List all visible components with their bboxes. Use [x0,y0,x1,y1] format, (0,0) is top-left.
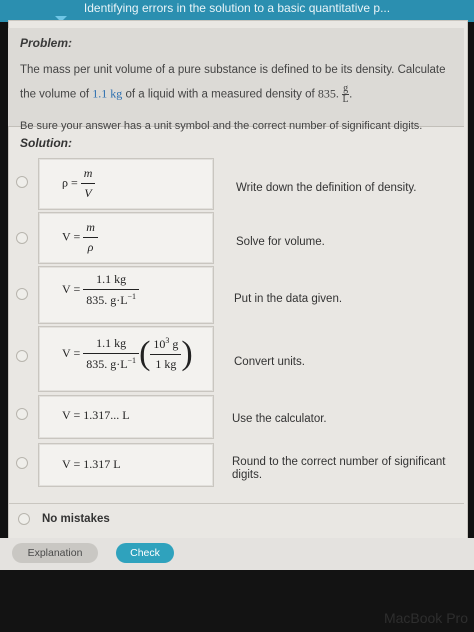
density-unit-numerator: g [343,83,349,94]
step-3-numerator: 1.1 kg [83,272,139,290]
step-5-radio[interactable] [16,408,28,420]
no-mistakes-radio[interactable] [18,513,30,525]
step-2-lhs: V = [62,229,81,244]
problem-text-pre: the volume of [20,88,90,101]
assignment-title: Identifying errors in the solution to a basic quantitative p... [83,1,391,15]
step-4-denominator: 835. g·L [86,357,128,371]
step-1-equation [62,166,95,201]
step-2-description: Solve for volume. [236,236,325,248]
step-1-denominator: V [84,186,92,200]
assignment-header [0,0,474,22]
given-density: 835. [317,86,339,101]
given-mass: 1.1 kg [92,86,123,101]
step-5-equation: V = 1.317... L [62,408,130,422]
step-4-denominator-exponent: −1 [127,356,137,365]
problem-panel [8,28,464,132]
density-unit-denominator: L [342,94,349,105]
step-6-description: Round to the correct number of significant digits. [232,456,446,481]
explanation-button[interactable]: Explanation [12,543,98,563]
step-4-lhs: V = [62,345,81,360]
no-mistakes-label: No mistakes [42,513,110,525]
step-4-equation [62,336,193,372]
right-paren: ) [181,335,193,372]
step-4-radio[interactable] [16,350,28,362]
step-4-description: Convert units. [234,356,305,368]
step-1-numerator: m [81,166,96,184]
no-mistakes-option[interactable] [8,503,464,538]
laptop-bezel [0,570,474,632]
problem-text-end: . [349,88,353,101]
step-2-numerator: m [83,220,98,238]
step-6-radio[interactable] [16,457,28,469]
step-3-denominator: 835. g·L [86,293,128,307]
step-5-description: Use the calculator. [232,413,327,425]
laptop-brand-label: MacBook Pro [383,610,468,626]
step-4-numerator: 1.1 kg [83,336,139,354]
left-paren: ( [139,335,151,372]
step-1-radio[interactable] [16,176,28,188]
step-2-radio[interactable] [16,232,28,244]
step-2-denominator: ρ [87,240,94,254]
problem-label: Problem: [20,36,73,50]
step-1-lhs: ρ = [62,175,78,190]
conversion-numerator: 10 [153,337,166,351]
conversion-exponent: 3 [165,336,170,345]
step-3-radio[interactable] [16,288,28,300]
step-1-description: Write down the definition of density. [236,182,417,194]
step-2-equation [62,220,98,255]
solution-label: Solution: [20,136,72,150]
problem-text-line2 [20,84,352,105]
step-6-equation: V = 1.317 L [62,457,121,471]
problem-text-line3: Be sure your answer has a unit symbol and the correct number of significant digits. [20,120,423,132]
step-3-equation [62,272,139,308]
check-button[interactable]: Check [116,543,174,563]
conversion-numerator-unit: g [172,337,179,351]
problem-text-line1: The mass per unit volume of a pure substance is defined to be its density. Calculate [20,64,446,76]
problem-text-mid: of a liquid with a measured density of [125,88,315,101]
step-3-lhs: V = [62,281,81,296]
step-3-denominator-exponent: −1 [127,292,137,301]
conversion-denominator: 1 kg [155,357,177,371]
step-3-description: Put in the data given. [234,293,343,305]
